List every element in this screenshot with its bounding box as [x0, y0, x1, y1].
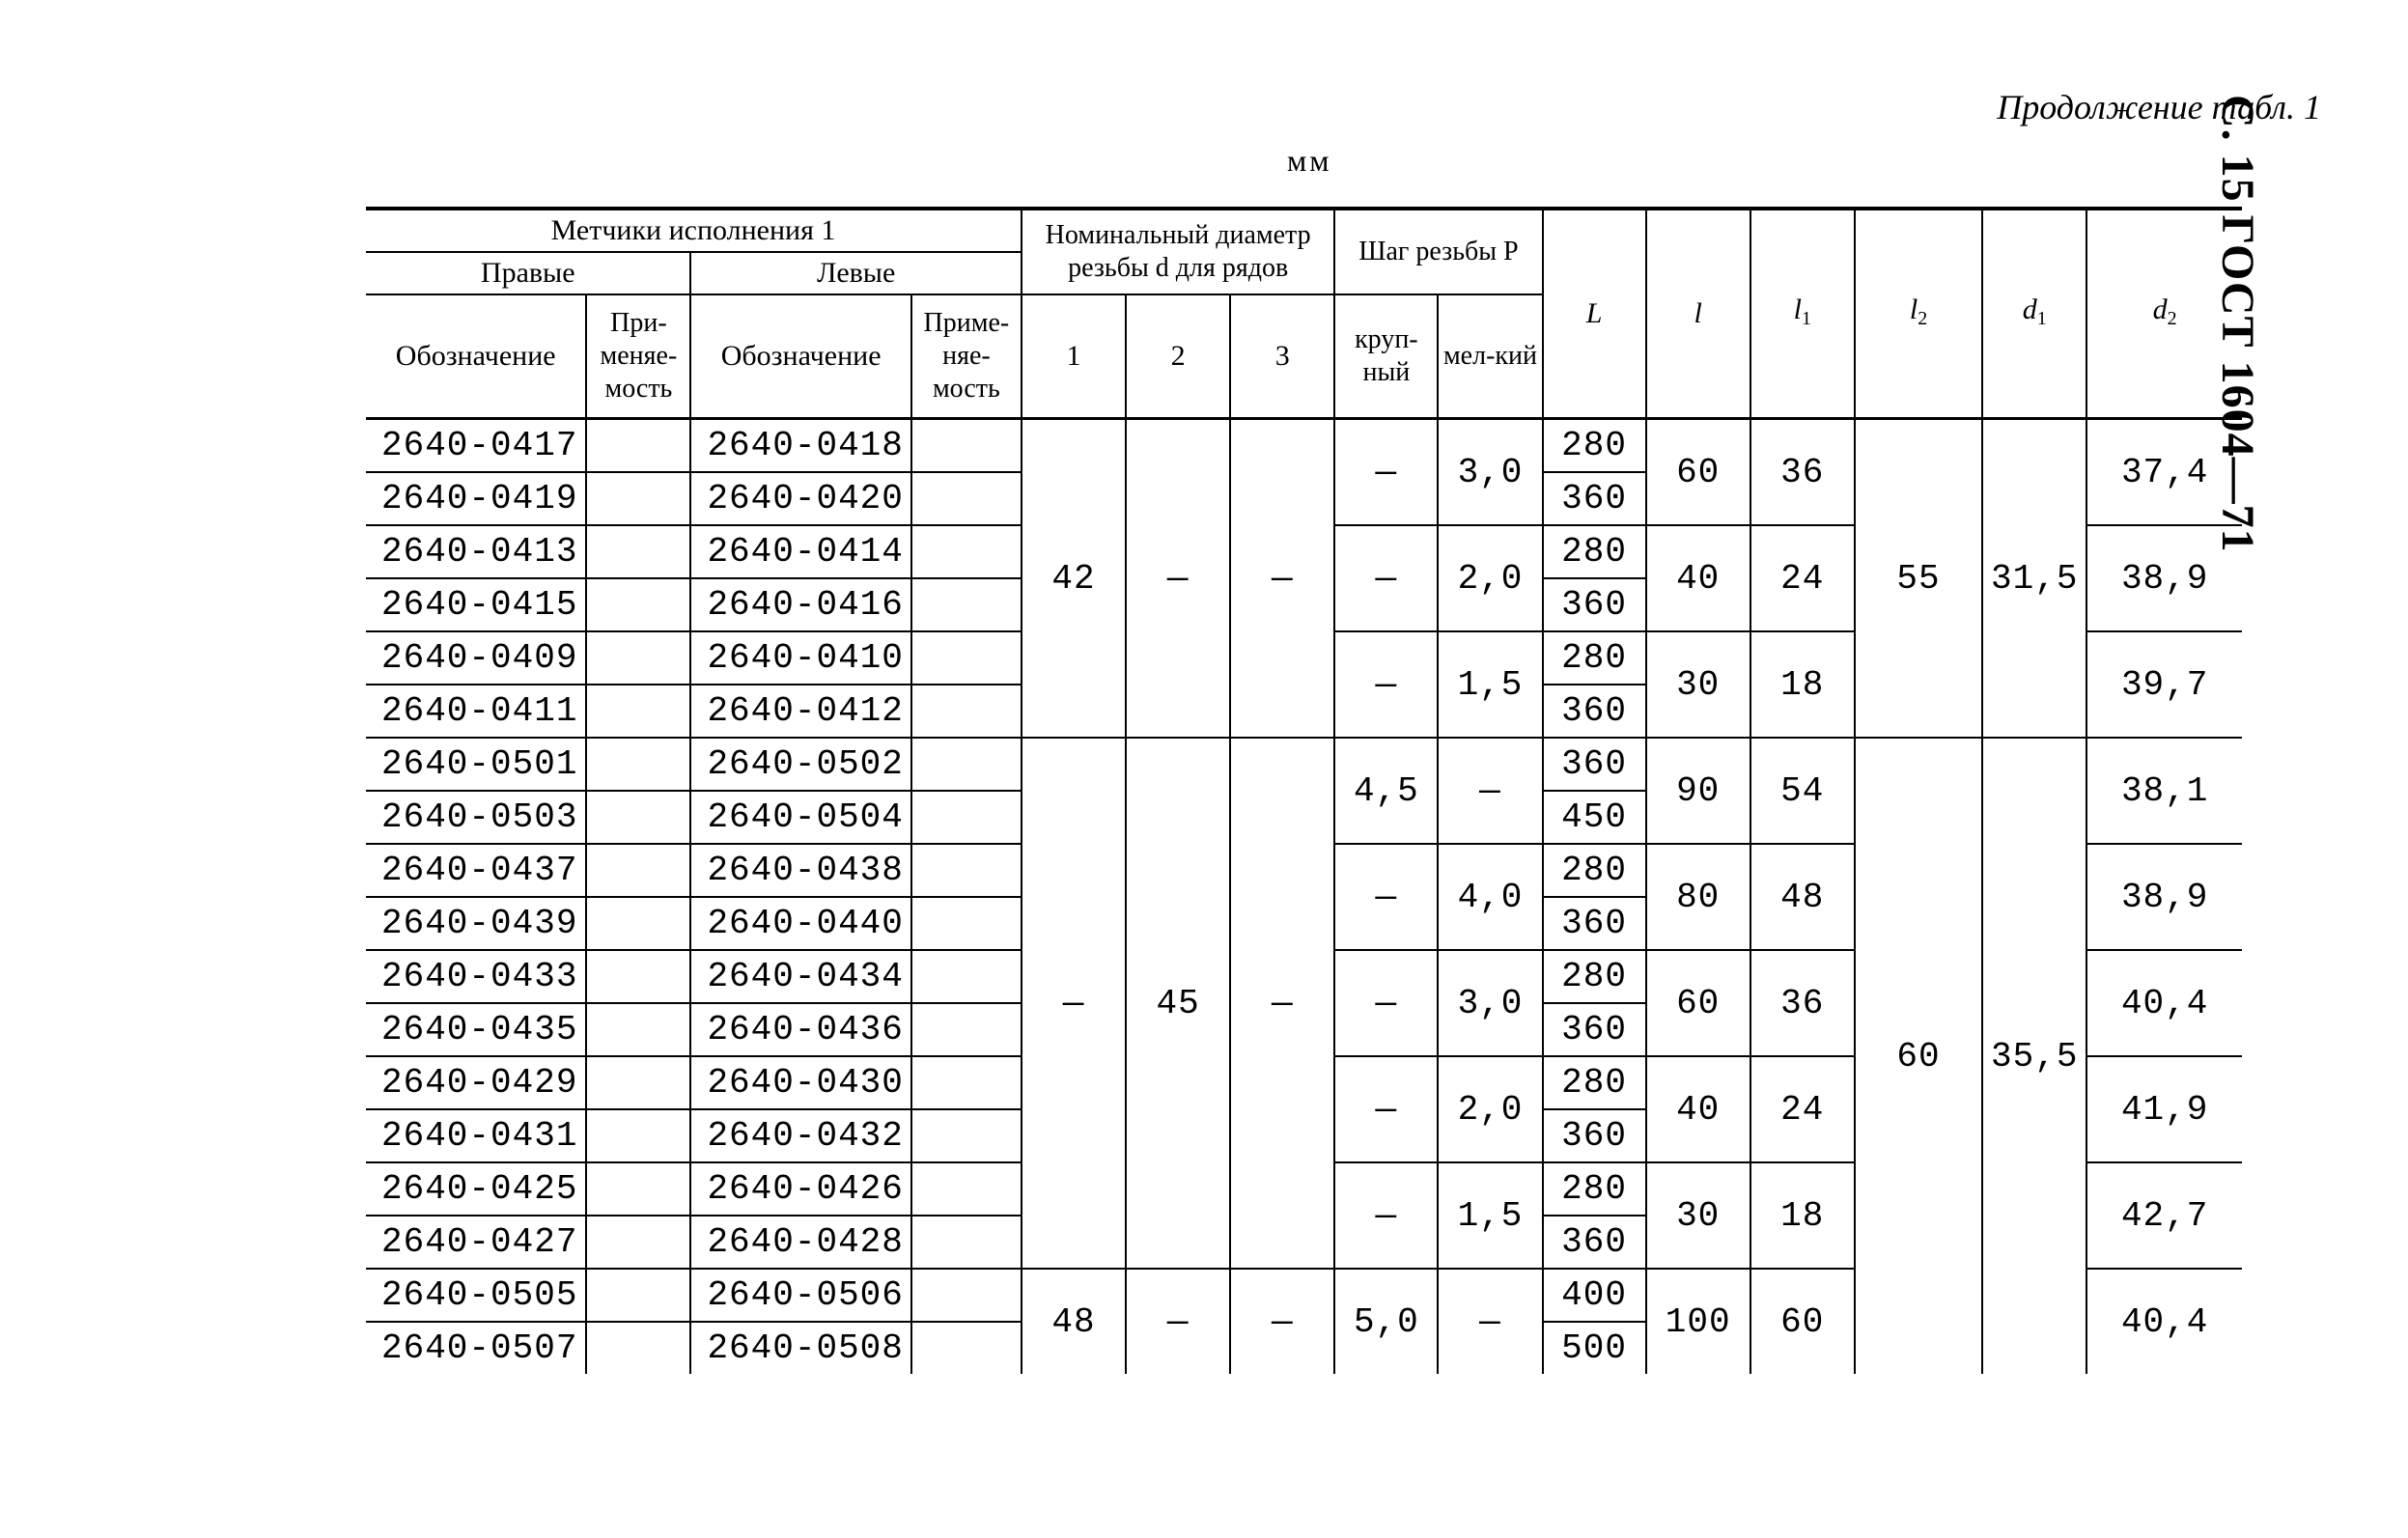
right-taps-header: Правые: [366, 252, 690, 294]
length-L: 280: [1543, 631, 1646, 685]
table-row: [366, 419, 2242, 473]
length-L: 280: [1543, 419, 1646, 473]
table-header: [366, 209, 2242, 419]
length-l: 90: [1646, 738, 1750, 844]
left-designation: 2640-0418: [690, 419, 910, 473]
continuation-label: Продолжение табл. 1: [1997, 88, 2321, 126]
diameter-d2: 39,7: [2086, 631, 2242, 738]
length-L: 360: [1543, 1003, 1646, 1056]
diameter-d2: 40,4: [2086, 950, 2242, 1056]
applicability-cell: [586, 578, 690, 631]
right-designation: 2640-0411: [366, 685, 586, 738]
applicability-cell: [911, 1216, 1022, 1269]
d2-header: [2086, 209, 2242, 419]
units-label: мм: [1287, 143, 1332, 178]
applicability-right-header: При-меняе-мость: [586, 294, 690, 419]
left-designation: 2640-0506: [690, 1269, 910, 1322]
left-designation: 2640-0502: [690, 738, 910, 791]
length-L: 360: [1543, 1109, 1646, 1162]
left-taps-header: Левые: [690, 252, 1022, 294]
length-L: 360: [1543, 738, 1646, 791]
left-designation: 2640-0428: [690, 1216, 910, 1269]
designation-left-header: Обозначение: [690, 294, 910, 419]
pitch-coarse: —: [1334, 950, 1438, 1056]
left-designation: 2640-0434: [690, 950, 910, 1003]
applicability-cell: [911, 1162, 1022, 1216]
diameter-row1: 42: [1022, 419, 1126, 739]
applicability-cell: [911, 738, 1022, 791]
pitch-coarse: —: [1334, 1162, 1438, 1269]
left-designation: 2640-0426: [690, 1162, 910, 1216]
left-designation: 2640-0412: [690, 685, 910, 738]
pitch-fine: 2,0: [1438, 525, 1542, 631]
applicability-cell: [911, 631, 1022, 685]
pitch-fine: —: [1438, 738, 1542, 844]
applicability-cell: [586, 1269, 690, 1322]
left-designation: 2640-0440: [690, 897, 910, 950]
pitch-fine: 3,0: [1438, 950, 1542, 1056]
length-L: 280: [1543, 1056, 1646, 1109]
right-designation: 2640-0507: [381, 1328, 578, 1368]
coarse-header: круп-ный: [1334, 294, 1438, 419]
right-designation: 2640-0417: [366, 419, 586, 473]
right-designation: 2640-0433: [366, 950, 586, 1003]
pitch-coarse: 4,5: [1334, 738, 1438, 844]
applicability-cell: [911, 472, 1022, 525]
applicability-cell: [911, 897, 1022, 950]
length-l: 30: [1646, 631, 1750, 738]
L-header: L: [1543, 209, 1646, 419]
length-L: 280: [1543, 950, 1646, 1003]
applicability-cell: [911, 844, 1022, 897]
applicability-cell: [586, 897, 690, 950]
length-l1: 48: [1750, 844, 1855, 950]
length-L: 360: [1543, 897, 1646, 950]
left-designation: 2640-0414: [690, 525, 910, 578]
applicability-cell: [911, 950, 1022, 1003]
right-designation: 2640-0425: [366, 1162, 586, 1216]
right-designation: 2640-0501: [366, 738, 586, 791]
applicability-cell: [586, 950, 690, 1003]
length-l: 100: [1646, 1269, 1750, 1374]
pitch-coarse: 5,0: [1334, 1269, 1438, 1374]
left-designation: 2640-0508: [690, 1322, 910, 1374]
designation-right-header: Обозначение: [366, 294, 586, 419]
length-l2: 55: [1855, 419, 1982, 739]
table-row: [366, 738, 2242, 791]
applicability-cell: [911, 419, 1022, 473]
diameter-d2: 37,4: [2086, 419, 2242, 526]
length-l1: 36: [1750, 950, 1855, 1056]
pitch-fine: —: [1438, 1269, 1542, 1374]
applicability-cell: [911, 685, 1022, 738]
d1-subscript: 1: [2036, 307, 2047, 329]
applicability-cell: [911, 791, 1022, 844]
right-designation: 2640-0429: [366, 1056, 586, 1109]
applicability-cell: [586, 1322, 690, 1374]
diameter-d2: 38,9: [2086, 844, 2242, 950]
length-L: 360: [1543, 578, 1646, 631]
length-L: 280: [1543, 844, 1646, 897]
length-l1: 18: [1750, 631, 1855, 738]
length-l1: 54: [1750, 738, 1855, 844]
diameter-row2: 45: [1126, 738, 1230, 1269]
length-L: 280: [1543, 1162, 1646, 1216]
pitch-header: Шаг резьбы P: [1334, 209, 1542, 294]
length-l: 60: [1646, 950, 1750, 1056]
row1-header: 1: [1022, 294, 1126, 419]
d2-subscript: 2: [2167, 307, 2177, 329]
l1-header: [1750, 209, 1855, 419]
left-designation: 2640-0438: [690, 844, 910, 897]
diameter-row2: —: [1126, 1269, 1230, 1374]
applicability-cell: [586, 1162, 690, 1216]
diameter-row1: 48: [1022, 1269, 1126, 1374]
pitch-coarse: —: [1334, 631, 1438, 738]
right-designation: 2640-0435: [366, 1003, 586, 1056]
applicability-cell: [911, 1003, 1022, 1056]
left-designation: 2640-0416: [690, 578, 910, 631]
taps-header: Метчики исполнения 1: [366, 209, 1022, 252]
applicability-cell: [586, 791, 690, 844]
length-L: 500: [1543, 1322, 1646, 1374]
right-designation: 2640-0503: [366, 791, 586, 844]
left-designation: 2640-0436: [690, 1003, 910, 1056]
length-l2: 60: [1855, 738, 1982, 1374]
length-l: 40: [1646, 1056, 1750, 1162]
fine-header: мел-кий: [1438, 294, 1542, 419]
applicability-cell: [586, 472, 690, 525]
right-designation: 2640-0505: [366, 1269, 586, 1322]
diameter-row3: —: [1230, 738, 1334, 1269]
applicability-cell: [586, 631, 690, 685]
page-standard-label: С. 15 ГОСТ 1604—71: [2212, 95, 2263, 553]
applicability-cell: [586, 525, 690, 578]
length-L: 400: [1543, 1269, 1646, 1322]
length-l1: 24: [1750, 1056, 1855, 1162]
right-designation: 2640-0431: [366, 1109, 586, 1162]
l1-symbol: l: [1793, 293, 1802, 325]
applicability-cell: [586, 844, 690, 897]
left-designation: 2640-0430: [690, 1056, 910, 1109]
applicability-cell: [586, 1003, 690, 1056]
diameter-d2: 38,1: [2086, 738, 2242, 844]
pitch-fine: 1,5: [1438, 1162, 1542, 1269]
length-l1: 18: [1750, 1162, 1855, 1269]
right-designation: 2640-0439: [366, 897, 586, 950]
right-designation: 2640-0427: [366, 1216, 586, 1269]
applicability-cell: [586, 685, 690, 738]
right-designation: 2640-0413: [366, 525, 586, 578]
d1-symbol: d: [2022, 293, 2037, 325]
l2-subscript: 2: [1918, 307, 1928, 329]
length-l: 60: [1646, 419, 1750, 526]
length-l: 30: [1646, 1162, 1750, 1269]
diameter-row3: —: [1230, 419, 1334, 739]
length-L: 280: [1543, 525, 1646, 578]
applicability-cell: [911, 1322, 1022, 1374]
taps-table: [366, 207, 2242, 1374]
length-l1: 24: [1750, 525, 1855, 631]
pitch-fine: 3,0: [1438, 419, 1542, 526]
applicability-cell: [586, 1216, 690, 1269]
length-L: 360: [1543, 685, 1646, 738]
diameter-row3: —: [1230, 1269, 1334, 1374]
length-l: 40: [1646, 525, 1750, 631]
applicability-cell: [586, 1109, 690, 1162]
applicability-cell: [911, 578, 1022, 631]
l2-header: [1855, 209, 1982, 419]
diameter-row2: —: [1126, 419, 1230, 739]
pitch-coarse: —: [1334, 1056, 1438, 1162]
pitch-fine: 4,0: [1438, 844, 1542, 950]
length-l1: 60: [1750, 1269, 1855, 1374]
diameter-d2: 38,9: [2086, 525, 2242, 631]
right-designation: 2640-0415: [366, 578, 586, 631]
left-designation: 2640-0504: [690, 791, 910, 844]
pitch-coarse: —: [1334, 844, 1438, 950]
left-designation: 2640-0432: [690, 1109, 910, 1162]
length-L: 450: [1543, 791, 1646, 844]
diameter-d1: 35,5: [1982, 738, 2086, 1374]
applicability-cell: [911, 1056, 1022, 1109]
pitch-coarse: —: [1334, 419, 1438, 526]
table-body: [366, 419, 2242, 1375]
applicability-cell: [911, 525, 1022, 578]
l-header: l: [1646, 209, 1750, 419]
diameter-d2: 41,9: [2086, 1056, 2242, 1162]
l2-symbol: l: [1909, 293, 1918, 325]
diameter-d2: 42,7: [2086, 1162, 2242, 1269]
row3-header: 3: [1230, 294, 1334, 419]
left-designation: 2640-0420: [690, 472, 910, 525]
d1-header: [1982, 209, 2086, 419]
pitch-coarse: —: [1334, 525, 1438, 631]
length-l1: 36: [1750, 419, 1855, 526]
applicability-left-header: Приме-няе-мость: [911, 294, 1022, 419]
applicability-cell: [586, 1056, 690, 1109]
length-L: 360: [1543, 1216, 1646, 1269]
applicability-cell: [586, 419, 690, 473]
applicability-cell: [911, 1269, 1022, 1322]
applicability-cell: [911, 1109, 1022, 1162]
right-designation: 2640-0409: [366, 631, 586, 685]
pitch-fine: 2,0: [1438, 1056, 1542, 1162]
pitch-fine: 1,5: [1438, 631, 1542, 738]
left-designation: 2640-0410: [690, 631, 910, 685]
l1-subscript: 1: [1801, 307, 1811, 329]
diameter-d2: 40,4: [2086, 1269, 2242, 1374]
diameter-d1: 31,5: [1982, 419, 2086, 739]
length-l: 80: [1646, 844, 1750, 950]
row2-header: 2: [1126, 294, 1230, 419]
nominal-diameter-header: Номинальный диаметр резьбы d для рядов: [1022, 209, 1334, 294]
applicability-cell: [586, 738, 690, 791]
diameter-row1: —: [1022, 738, 1126, 1269]
right-designation: 2640-0437: [366, 844, 586, 897]
d2-symbol: d: [2152, 293, 2168, 325]
right-designation: 2640-0419: [366, 472, 586, 525]
length-L: 360: [1543, 472, 1646, 525]
